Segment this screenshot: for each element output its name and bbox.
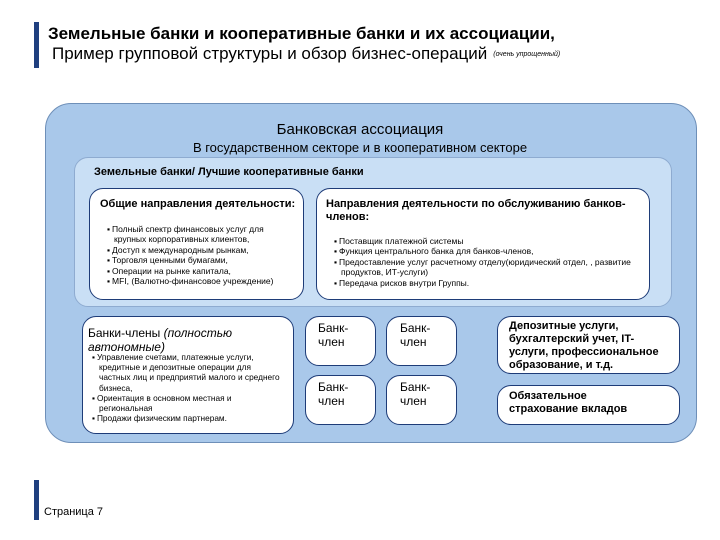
association-subtitle: В государственном секторе и в кооперативном секторе (192, 140, 528, 155)
subtitle-note: (очень упрощенный) (493, 51, 561, 59)
member-services-heading: Направления деятельности по обслуживанию банков-членов: (326, 198, 626, 223)
member-bank-label: Банк- член (400, 380, 431, 408)
list-item: ▪ Доступ к международным рынкам, (107, 245, 289, 255)
list-item: ▪ Предоставление услуг расчетному отделу(юридический отдел, , развитие продуктов, ИТ-услуги) (334, 257, 644, 278)
page-title: Земельные банки и кооперативные банки и их ассоциации, (48, 24, 555, 43)
member-banks-list (92, 352, 284, 423)
member-banks-note: (полностью автономные) (88, 326, 233, 354)
list-item: ▪ Функция центрального банка для банков-членов, (334, 246, 644, 256)
list-item: ▪ MFI, (Валютно-финансовое учреждение) (107, 276, 289, 286)
footer-accent-bar (34, 480, 39, 520)
list-item: ▪ Операции на рынке капитала, (107, 266, 289, 276)
page-number: Страница 7 (44, 506, 104, 518)
association-title: Банковская ассоциация (276, 121, 444, 138)
deposit-insurance-text: Обязательное страхование вкладов (509, 390, 628, 415)
member-bank-label: Банк- член (318, 380, 349, 408)
list-item: ▪ Управление счетами, платежные услуги, кредитные и депозитные операции для частных лиц и предприятий малого и среднего бизнеса, (92, 352, 284, 393)
title-accent-bar (34, 22, 39, 68)
subtitle-text: Пример групповой структуры и обзор бизнес-операций (52, 44, 488, 63)
list-item: ▪ Передача рисков внутри Группы. (334, 278, 644, 288)
list-item: ▪ Ориентация в основном местная и региональная (92, 393, 284, 413)
land-banks-title: Земельные банки/ Лучшие кооперативные банки (94, 166, 364, 178)
list-item: ▪ Торговля ценными бумагами, (107, 255, 289, 265)
member-services-list (334, 236, 644, 288)
general-activities-heading: Общие направления деятельности: (100, 198, 296, 210)
list-item: ▪ Полный спектр финансовых услуг для крупных корпоративных клиентов, (107, 224, 289, 245)
deposit-services-text: Депозитные услуги, бухгалтерский учет, IT- услуги, профессиональное образование, и т.д. (509, 320, 659, 371)
page-subtitle (52, 44, 560, 64)
list-item: ▪ Продажи физическим партнерам. (92, 413, 284, 423)
list-item: ▪ Поставщик платежной системы (334, 236, 644, 246)
member-banks-heading (88, 326, 288, 354)
member-bank-label: Банк- член (318, 321, 349, 349)
member-bank-label: Банк- член (400, 321, 431, 349)
general-activities-list (107, 224, 289, 286)
member-banks-label: Банки-члены (88, 326, 161, 340)
